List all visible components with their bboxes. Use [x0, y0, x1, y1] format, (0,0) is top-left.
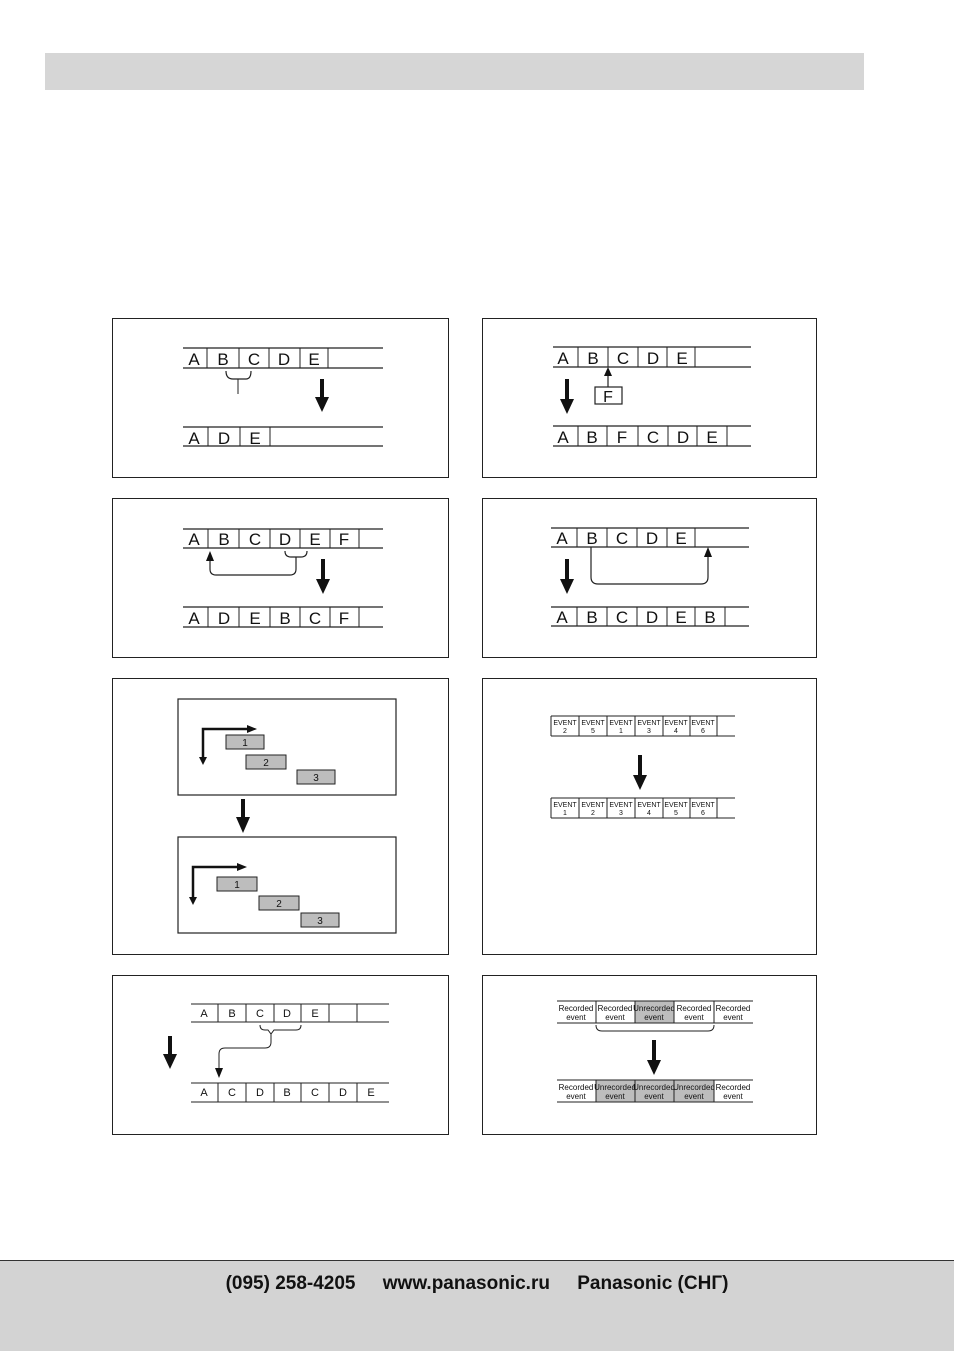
section-header-bar: [45, 53, 864, 90]
delete-after-cell: E: [249, 429, 261, 448]
insert-after-cell: B: [586, 428, 598, 447]
panel-delete-diagram: [112, 318, 449, 478]
clear-before-label: event: [605, 1013, 625, 1022]
footer-website-link[interactable]: www.panasonic.ru: [382, 1273, 550, 1294]
move-after-cell: E: [249, 609, 261, 628]
timeline-after-box: [178, 837, 396, 933]
move-before-cell: B: [218, 530, 230, 549]
copy-insert-path-line: [219, 1034, 271, 1070]
sort-before-number: 5: [591, 728, 595, 735]
move-after-cell: F: [338, 609, 350, 628]
insert-before-cell: C: [616, 349, 630, 368]
clear-before-label: event: [723, 1013, 743, 1022]
clear-diagram-svg: [483, 976, 818, 1136]
insert-after-cell: F: [616, 428, 628, 447]
copy-after-cell: B: [586, 608, 598, 627]
clear-before-label: event: [566, 1013, 586, 1022]
clear-after-label: Unrecorded: [673, 1083, 715, 1092]
copy-insert-diagram-svg: [113, 976, 450, 1136]
copy-insert-after-cell: C: [228, 1087, 236, 1099]
up-arrow-icon: [206, 551, 214, 561]
delete-before-cell: C: [247, 350, 261, 369]
move-path-line: [210, 557, 296, 575]
copy-insert-after-cell: C: [311, 1087, 319, 1099]
copy-insert-before-cell: C: [256, 1008, 264, 1020]
copy-after-cell: A: [556, 608, 568, 627]
clear-before-label: event: [644, 1013, 664, 1022]
footer-contact-line: [0, 1273, 954, 1295]
insert-before-cell: D: [646, 349, 660, 368]
sort-after-number: 6: [701, 810, 705, 817]
selection-bracket: [226, 371, 251, 379]
sort-after-label: EVENT: [609, 802, 633, 809]
sort-before-label: EVENT: [637, 720, 661, 727]
clear-before-label: Recorded: [715, 1004, 751, 1013]
move-after-cell: D: [217, 609, 231, 628]
insert-diagram-svg: [483, 319, 818, 479]
move-before-cell: E: [309, 530, 321, 549]
delete-before-cell: E: [308, 350, 320, 369]
clear-after-label: event: [605, 1092, 625, 1101]
sort-before-number: 2: [563, 728, 567, 735]
sort-after-number: 5: [674, 810, 678, 817]
insert-item-label: F: [603, 389, 613, 406]
insert-before-cell: A: [557, 349, 569, 368]
insert-before-cell: E: [676, 349, 688, 368]
panel-move-diagram: [112, 498, 449, 658]
sort-diagram-svg: [483, 679, 818, 956]
event-label: 3: [313, 773, 319, 784]
move-before-cell: D: [278, 530, 292, 549]
copy-before-cell: A: [556, 529, 568, 548]
selection-bracket: [285, 551, 307, 557]
copy-before-cell: B: [586, 529, 598, 548]
sort-before-label: EVENT: [609, 720, 633, 727]
copy-insert-before-cell: A: [200, 1008, 208, 1020]
sort-after-number: 4: [647, 810, 651, 817]
clear-before-label: Recorded: [676, 1004, 712, 1013]
event-label: 1: [242, 738, 248, 749]
copy-after-cell: D: [645, 608, 659, 627]
sort-before-number: 3: [647, 728, 651, 735]
copy-insert-after-cell: E: [367, 1087, 375, 1099]
copy-before-cell: D: [645, 529, 659, 548]
delete-before-cell: A: [188, 350, 200, 369]
clear-after-label: event: [684, 1092, 704, 1101]
sort-before-label: EVENT: [553, 720, 577, 727]
copy-path-line: [591, 547, 708, 584]
move-before-cell: A: [188, 530, 200, 549]
event-label: 2: [276, 899, 282, 910]
delete-before-cell: D: [277, 350, 291, 369]
sort-after-number: 2: [591, 810, 595, 817]
timeline-before-box: [178, 699, 396, 795]
event-label: 2: [263, 758, 269, 769]
footer-phone: (095) 258-4205: [225, 1273, 356, 1294]
copy-insert-after-cell: D: [256, 1087, 264, 1099]
move-after-cell: B: [279, 609, 291, 628]
clear-after-label: Recorded: [558, 1083, 594, 1092]
insert-after-cell: C: [646, 428, 660, 447]
panel-copy-diagram: [482, 498, 817, 658]
insert-after-cell: E: [706, 428, 718, 447]
clear-before-label: Unrecorded: [633, 1004, 675, 1013]
move-after-cell: C: [308, 609, 322, 628]
copy-before-cell: E: [675, 529, 687, 548]
copy-after-cell: C: [615, 608, 629, 627]
copy-insert-before-cell: D: [283, 1008, 291, 1020]
sort-after-label: EVENT: [691, 802, 715, 809]
align-diagram-svg: [113, 679, 450, 956]
sort-before-label: EVENT: [581, 720, 605, 727]
delete-after-cell: D: [217, 429, 231, 448]
delete-before-cell: B: [217, 350, 229, 369]
sort-before-label: EVENT: [664, 720, 688, 727]
clear-after-label: event: [723, 1092, 743, 1101]
selection-bracket: [260, 1025, 301, 1034]
panel-copy-insert-diagram: [112, 975, 449, 1135]
delete-diagram-svg: [113, 319, 450, 479]
copy-before-cell: C: [615, 529, 629, 548]
down-arrow-icon: [215, 1068, 223, 1078]
sort-after-label: EVENT: [637, 802, 661, 809]
clear-after-label: Recorded: [715, 1083, 751, 1092]
panel-clear-diagram: [482, 975, 817, 1135]
copy-insert-after-cell: D: [339, 1087, 347, 1099]
sort-before-number: 4: [674, 728, 678, 735]
move-after-cell: A: [188, 609, 200, 628]
event-label: 1: [234, 880, 240, 891]
copy-insert-before-cell: E: [311, 1008, 319, 1020]
copy-insert-after-cell: B: [283, 1087, 291, 1099]
clear-after-label: Unrecorded: [594, 1083, 636, 1092]
move-before-cell: C: [248, 530, 262, 549]
clear-before-label: event: [684, 1013, 704, 1022]
insert-after-cell: A: [557, 428, 569, 447]
clear-before-label: Recorded: [597, 1004, 633, 1013]
copy-insert-before-cell: B: [228, 1008, 236, 1020]
sort-after-label: EVENT: [664, 802, 688, 809]
sort-after-number: 1: [563, 810, 567, 817]
clear-after-label: Unrecorded: [633, 1083, 675, 1092]
copy-after-cell: E: [675, 608, 687, 627]
clear-after-label: event: [566, 1092, 586, 1101]
clear-after-label: event: [644, 1092, 664, 1101]
selection-bracket: [596, 1025, 714, 1031]
footer-bar: [0, 1260, 954, 1351]
sort-after-label: EVENT: [553, 802, 577, 809]
copy-insert-after-cell: A: [200, 1087, 208, 1099]
up-arrow-icon: [704, 547, 712, 557]
sort-before-label: EVENT: [691, 720, 715, 727]
insert-before-cell: B: [587, 349, 599, 368]
clear-before-label: Recorded: [558, 1004, 594, 1013]
copy-diagram-svg: [483, 499, 818, 659]
footer-brand: Panasonic (СНГ): [577, 1273, 729, 1294]
sort-before-number: 6: [701, 728, 705, 735]
delete-after-cell: A: [188, 429, 200, 448]
panel-insert-diagram: [482, 318, 817, 478]
move-diagram-svg: [113, 499, 450, 659]
copy-after-cell: B: [704, 608, 716, 627]
panel-sort-diagram: [482, 678, 817, 955]
sort-after-number: 3: [619, 810, 623, 817]
insert-after-cell: D: [676, 428, 690, 447]
sort-before-number: 1: [619, 728, 623, 735]
move-before-cell: F: [338, 530, 350, 549]
event-label: 3: [317, 916, 323, 927]
panel-align-diagram: [112, 678, 449, 955]
sort-after-label: EVENT: [581, 802, 605, 809]
